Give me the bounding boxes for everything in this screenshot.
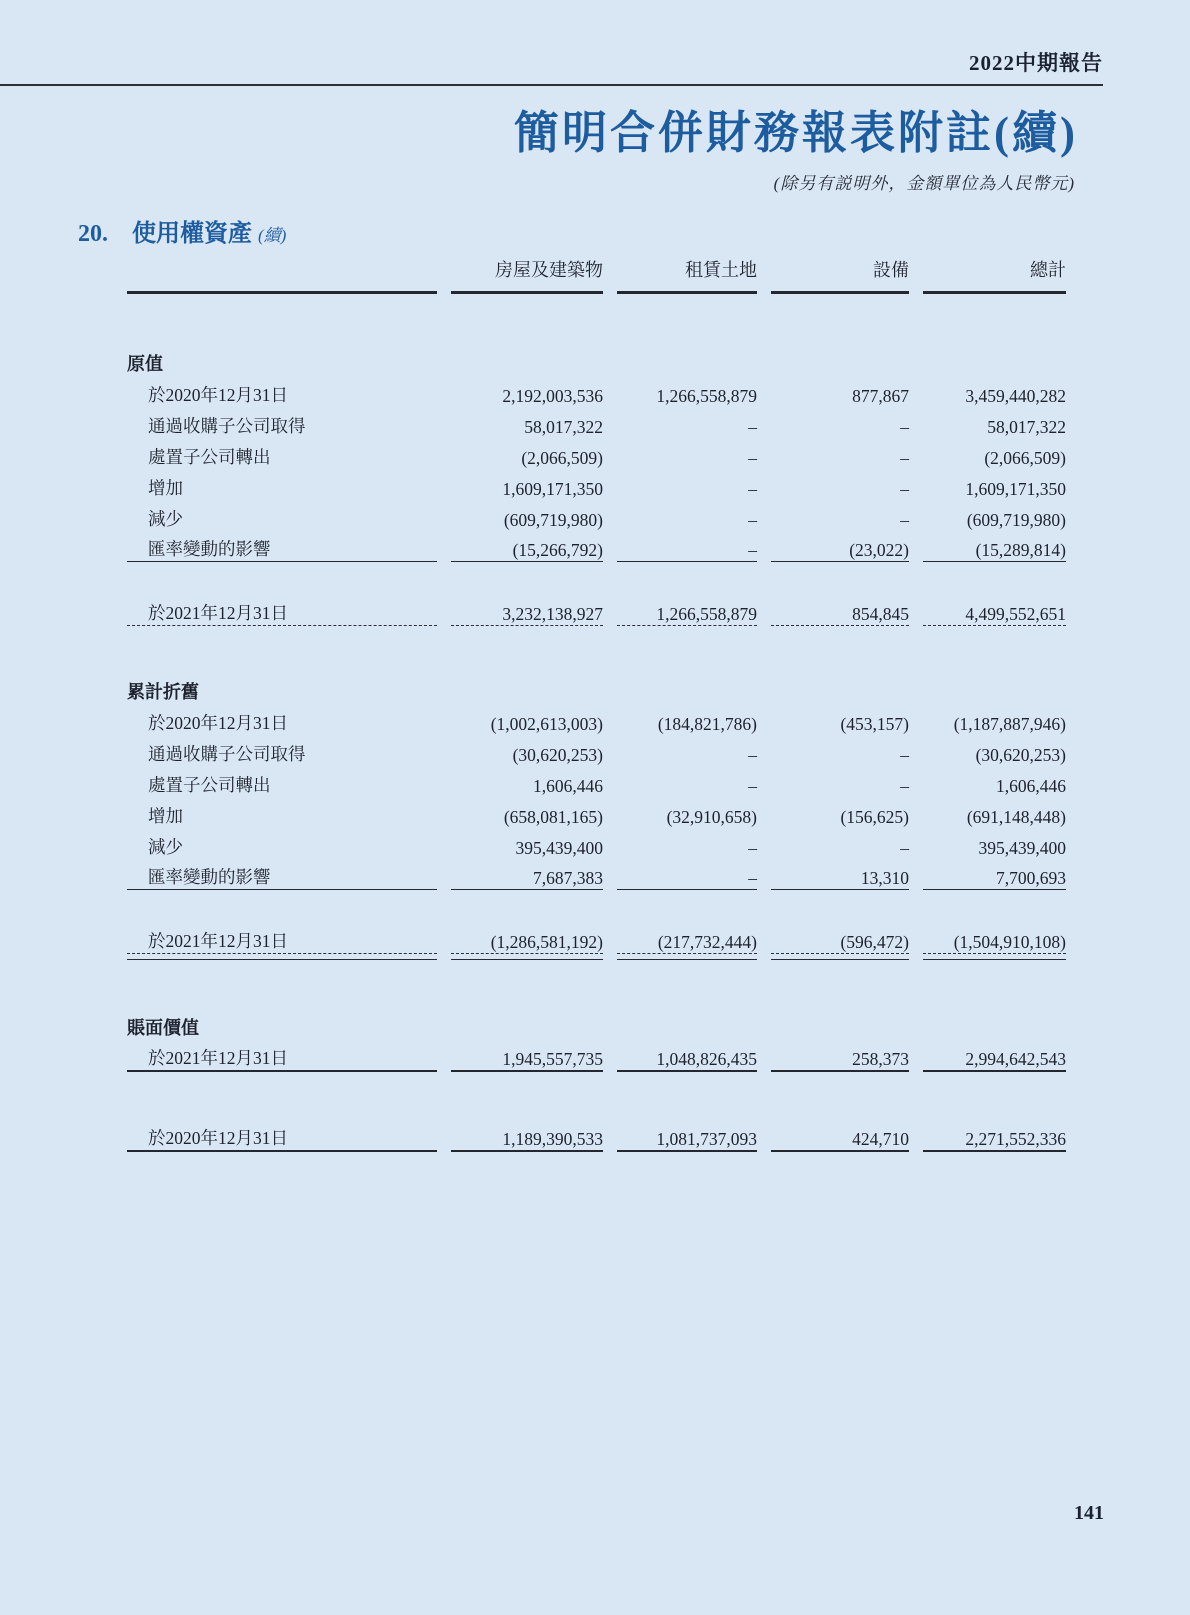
cell-equipment: (596,472) xyxy=(771,922,909,954)
section-heading xyxy=(78,213,286,248)
row-label: 減少 xyxy=(148,509,183,529)
spacer-row xyxy=(127,626,1066,666)
cell-total: (609,719,980) xyxy=(966,510,1066,530)
cell-total: (1,187,887,946) xyxy=(953,714,1066,734)
cell-total: 4,499,552,651 xyxy=(923,594,1066,626)
cell-leased-land: (184,821,786) xyxy=(657,714,757,734)
spacer-row xyxy=(127,960,1066,1002)
row-label: 匯率變動的影響 xyxy=(127,859,437,890)
cell-leased-land: – xyxy=(748,417,757,437)
spacer-row xyxy=(127,1072,1066,1120)
table-container xyxy=(113,250,1080,1152)
table-row xyxy=(127,797,1066,828)
cell-total: 395,439,400 xyxy=(978,838,1066,858)
row-label: 通過收購子公司取得 xyxy=(148,744,306,764)
cell-leased-land: – xyxy=(748,838,757,858)
cell-leased-land: 1,048,826,435 xyxy=(617,1040,757,1072)
cell-leased-land: (217,732,444) xyxy=(617,922,757,954)
header-rule xyxy=(0,84,1103,86)
cell-buildings: (1,286,581,192) xyxy=(451,922,603,954)
section-continued-label: (續) xyxy=(258,226,287,245)
section-row-cost xyxy=(127,338,1066,376)
cell-buildings: 1,606,446 xyxy=(533,776,603,796)
row-label: 於2020年12月31日 xyxy=(127,1120,437,1152)
cell-buildings: (658,081,165) xyxy=(503,807,603,827)
row-label: 增加 xyxy=(148,478,183,498)
cell-total: 1,609,171,350 xyxy=(965,479,1066,499)
cell-equipment: – xyxy=(900,776,909,796)
table-header-row xyxy=(127,250,1066,294)
cell-total: (2,066,509) xyxy=(984,448,1066,468)
cell-equipment: 424,710 xyxy=(771,1120,909,1152)
column-header-leased-land: 租賃土地 xyxy=(617,250,757,294)
row-label: 於2020年12月31日 xyxy=(148,385,288,405)
table-row xyxy=(127,438,1066,469)
cell-equipment: 877,867 xyxy=(852,386,909,406)
table-row xyxy=(127,735,1066,766)
spacer-row xyxy=(127,562,1066,594)
cell-equipment: (156,625) xyxy=(840,807,909,827)
right-of-use-assets-table xyxy=(113,250,1080,1152)
cell-equipment: – xyxy=(900,745,909,765)
section-number: 20. xyxy=(78,221,108,247)
table-row xyxy=(127,531,1066,562)
row-label: 處置子公司轉出 xyxy=(148,775,271,795)
cell-equipment: (23,022) xyxy=(771,531,909,562)
document-title: 簡明合併財務報表附註(續) xyxy=(514,108,1078,158)
section-row-depreciation xyxy=(127,666,1066,704)
table-row xyxy=(127,704,1066,735)
table-row xyxy=(127,407,1066,438)
cell-buildings: (1,002,613,003) xyxy=(490,714,603,734)
section-label: 累計折舊 xyxy=(127,682,199,702)
cell-buildings: 1,609,171,350 xyxy=(502,479,603,499)
cell-equipment: (453,157) xyxy=(840,714,909,734)
cell-equipment: 13,310 xyxy=(771,859,909,890)
cell-equipment: 258,373 xyxy=(771,1040,909,1072)
column-header-equipment: 設備 xyxy=(771,250,909,294)
header-empty-cell xyxy=(127,250,437,294)
table-row xyxy=(127,469,1066,500)
cell-equipment: – xyxy=(900,448,909,468)
cell-equipment: – xyxy=(900,838,909,858)
cell-buildings: 58,017,322 xyxy=(524,417,603,437)
row-label: 處置子公司轉出 xyxy=(148,447,271,467)
cell-leased-land: – xyxy=(748,510,757,530)
document-subtitle: (除另有説明外，金額單位為人民幣元) xyxy=(773,174,1075,193)
section-label: 原值 xyxy=(127,354,163,374)
cell-leased-land: – xyxy=(748,448,757,468)
cell-equipment: – xyxy=(900,479,909,499)
table-row xyxy=(127,859,1066,890)
cell-leased-land: – xyxy=(748,776,757,796)
column-header-total: 總計 xyxy=(923,250,1066,294)
row-label: 於2020年12月31日 xyxy=(148,713,288,733)
cell-leased-land: – xyxy=(748,479,757,499)
cell-total: 1,606,446 xyxy=(996,776,1066,796)
table-row xyxy=(127,376,1066,407)
row-label: 通過收購子公司取得 xyxy=(148,416,306,436)
cell-total: 3,459,440,282 xyxy=(965,386,1066,406)
cell-buildings: (2,066,509) xyxy=(521,448,603,468)
section-label: 賬面價值 xyxy=(127,1018,199,1038)
row-label: 於2021年12月31日 xyxy=(127,594,437,626)
cell-total: 58,017,322 xyxy=(987,417,1066,437)
subtotal-row-depreciation xyxy=(127,922,1066,954)
row-label: 於2021年12月31日 xyxy=(127,1040,437,1072)
cell-buildings: 1,945,557,735 xyxy=(451,1040,603,1072)
subtotal-row-cost xyxy=(127,594,1066,626)
cell-buildings: 395,439,400 xyxy=(515,838,603,858)
cell-buildings: (609,719,980) xyxy=(503,510,603,530)
column-header-buildings: 房屋及建築物 xyxy=(451,250,603,294)
carrying-row-2021 xyxy=(127,1040,1066,1072)
report-title: 2022中期報告 xyxy=(969,51,1103,75)
section-title: 使用權資產 xyxy=(132,221,252,247)
cell-buildings: (15,266,792) xyxy=(451,531,603,562)
cell-buildings: 7,687,383 xyxy=(451,859,603,890)
row-label: 匯率變動的影響 xyxy=(127,531,437,562)
cell-buildings: 2,192,003,536 xyxy=(502,386,603,406)
cell-leased-land: (32,910,658) xyxy=(666,807,757,827)
cell-total: 2,994,642,543 xyxy=(923,1040,1066,1072)
page-number: 141 xyxy=(1074,1502,1104,1524)
cell-total: 7,700,693 xyxy=(923,859,1066,890)
row-label: 減少 xyxy=(148,837,183,857)
row-label: 增加 xyxy=(148,806,183,826)
cell-total: (30,620,253) xyxy=(975,745,1066,765)
row-label: 於2021年12月31日 xyxy=(127,922,437,954)
cell-leased-land: 1,266,558,879 xyxy=(617,594,757,626)
cell-leased-land: 1,266,558,879 xyxy=(656,386,757,406)
table-row xyxy=(127,766,1066,797)
cell-leased-land: – xyxy=(617,859,757,890)
cell-leased-land: – xyxy=(617,531,757,562)
cell-equipment: – xyxy=(900,510,909,530)
cell-buildings: (30,620,253) xyxy=(512,745,603,765)
table-row xyxy=(127,500,1066,531)
cell-equipment: 854,845 xyxy=(771,594,909,626)
cell-buildings: 3,232,138,927 xyxy=(451,594,603,626)
cell-buildings: 1,189,390,533 xyxy=(451,1120,603,1152)
cell-leased-land: 1,081,737,093 xyxy=(617,1120,757,1152)
spacer-row xyxy=(127,294,1066,338)
cell-total: (1,504,910,108) xyxy=(923,922,1066,954)
spacer-row xyxy=(127,890,1066,922)
carrying-row-2020 xyxy=(127,1120,1066,1152)
cell-total: (691,148,448) xyxy=(966,807,1066,827)
cell-equipment: – xyxy=(900,417,909,437)
table-row xyxy=(127,828,1066,859)
cell-leased-land: – xyxy=(748,745,757,765)
cell-total: 2,271,552,336 xyxy=(923,1120,1066,1152)
cell-total: (15,289,814) xyxy=(923,531,1066,562)
section-row-carrying-value xyxy=(127,1002,1066,1040)
